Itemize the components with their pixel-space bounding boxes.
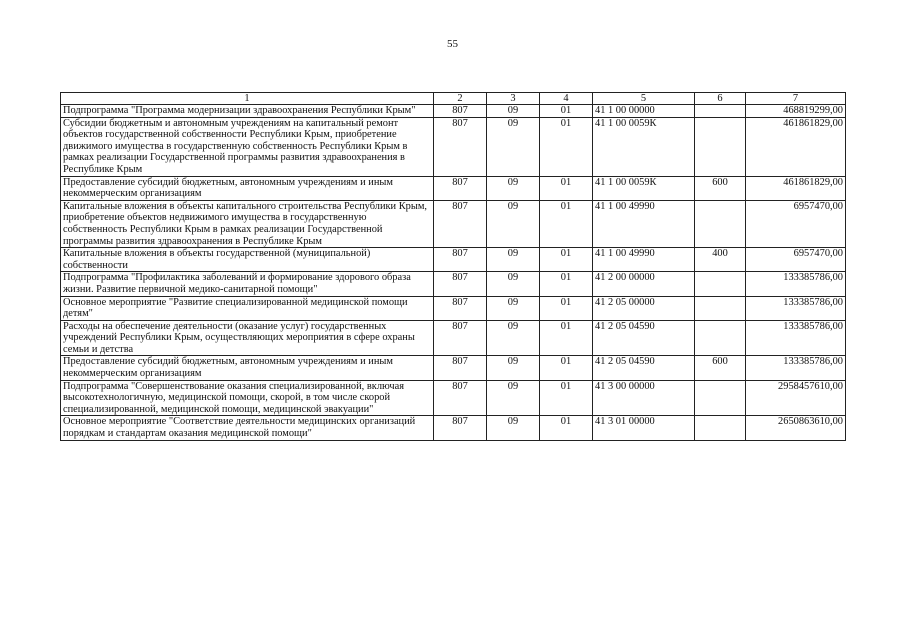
ministry-code: 807	[434, 356, 487, 380]
amount-value: 133385786,00	[746, 320, 846, 356]
amount-value: 468819299,00	[746, 105, 846, 118]
subsection-code: 01	[540, 380, 593, 416]
section-code: 09	[487, 176, 540, 200]
target-article-code: 41 3 01 00000	[593, 416, 695, 440]
section-code: 09	[487, 200, 540, 247]
budget-table	[60, 92, 846, 441]
ministry-code: 807	[434, 320, 487, 356]
section-code: 09	[487, 272, 540, 296]
header-cell-6: 6	[695, 93, 746, 105]
row-name: Капитальные вложения в объекты капитального строительства Республики Крым, приобретение объектов недвижимого имущества в государственную собственность Республики Крым в рамках реализации Государственной программы развития здравоохранения в Республике Крым	[61, 200, 434, 247]
section-code: 09	[487, 117, 540, 176]
header-cell-7: 7	[746, 93, 846, 105]
amount-value: 6957470,00	[746, 200, 846, 247]
expense-type-code	[695, 320, 746, 356]
target-article-code: 41 1 00 49990	[593, 200, 695, 247]
table-row	[61, 200, 846, 247]
subsection-code: 01	[540, 416, 593, 440]
ministry-code: 807	[434, 117, 487, 176]
expense-type-code: 600	[695, 176, 746, 200]
target-article-code: 41 1 00 0059К	[593, 117, 695, 176]
table-row	[61, 296, 846, 320]
target-article-code: 41 1 00 00000	[593, 105, 695, 118]
amount-value: 2650863610,00	[746, 416, 846, 440]
expense-type-code: 600	[695, 356, 746, 380]
row-name: Основное мероприятие "Развитие специализированной медицинской помощи детям"	[61, 296, 434, 320]
amount-value: 6957470,00	[746, 248, 846, 272]
row-name: Расходы на обеспечение деятельности (оказание услуг) государственных учреждений Республики Крым, осуществляющих мероприятия в сфере охраны семьи и детства	[61, 320, 434, 356]
header-row	[61, 93, 846, 105]
table-row	[61, 117, 846, 176]
section-code: 09	[487, 248, 540, 272]
row-name: Капитальные вложения в объекты государственной (муниципальной) собственности	[61, 248, 434, 272]
target-article-code: 41 2 05 04590	[593, 320, 695, 356]
target-article-code: 41 2 05 00000	[593, 296, 695, 320]
expense-type-code	[695, 200, 746, 247]
subsection-code: 01	[540, 272, 593, 296]
amount-value: 133385786,00	[746, 356, 846, 380]
section-code: 09	[487, 356, 540, 380]
table-row	[61, 105, 846, 118]
subsection-code: 01	[540, 200, 593, 247]
expense-type-code: 400	[695, 248, 746, 272]
section-code: 09	[487, 296, 540, 320]
ministry-code: 807	[434, 296, 487, 320]
amount-value: 133385786,00	[746, 272, 846, 296]
section-code: 09	[487, 416, 540, 440]
subsection-code: 01	[540, 248, 593, 272]
ministry-code: 807	[434, 380, 487, 416]
ministry-code: 807	[434, 105, 487, 118]
subsection-code: 01	[540, 296, 593, 320]
subsection-code: 01	[540, 320, 593, 356]
expense-type-code	[695, 296, 746, 320]
expense-type-code	[695, 272, 746, 296]
header-cell-5: 5	[593, 93, 695, 105]
target-article-code: 41 1 00 0059К	[593, 176, 695, 200]
expense-type-code	[695, 416, 746, 440]
target-article-code: 41 3 00 00000	[593, 380, 695, 416]
target-article-code: 41 2 05 04590	[593, 356, 695, 380]
ministry-code: 807	[434, 176, 487, 200]
ministry-code: 807	[434, 272, 487, 296]
subsection-code: 01	[540, 105, 593, 118]
table-row	[61, 272, 846, 296]
amount-value: 461861829,00	[746, 117, 846, 176]
ministry-code: 807	[434, 416, 487, 440]
table-row	[61, 416, 846, 440]
row-name: Субсидии бюджетным и автономным учреждениям на капитальный ремонт объектов государственной собственности Республики Крым, приобретение движимого имущества в государственную собственность Республики Крым в рамках реализации Государственной программы развития здравоохранения в Республике Крым	[61, 117, 434, 176]
table-row	[61, 356, 846, 380]
ministry-code: 807	[434, 200, 487, 247]
amount-value: 461861829,00	[746, 176, 846, 200]
target-article-code: 41 2 00 00000	[593, 272, 695, 296]
section-code: 09	[487, 105, 540, 118]
table-row	[61, 248, 846, 272]
table-row	[61, 176, 846, 200]
row-name: Подпрограмма "Совершенствование оказания специализированной, включая высокотехнологичную, медицинской помощи, скорой, в том числе скорой специализированной, медицинской помощи, медицинской эвакуации"	[61, 380, 434, 416]
page-number: 55	[447, 38, 458, 50]
header-cell-3: 3	[487, 93, 540, 105]
expense-type-code	[695, 117, 746, 176]
amount-value: 133385786,00	[746, 296, 846, 320]
amount-value: 2958457610,00	[746, 380, 846, 416]
row-name: Подпрограмма "Программа модернизации здравоохранения Республики Крым"	[61, 105, 434, 118]
row-name: Предоставление субсидий бюджетным, автономным учреждениям и иным некоммерческим организациям	[61, 356, 434, 380]
header-cell-1: 1	[61, 93, 434, 105]
ministry-code: 807	[434, 248, 487, 272]
header-cell-4: 4	[540, 93, 593, 105]
row-name: Подпрограмма "Профилактика заболеваний и формирование здорового образа жизни. Развитие первичной медико-санитарной помощи"	[61, 272, 434, 296]
row-name: Предоставление субсидий бюджетным, автономным учреждениям и иным некоммерческим организациям	[61, 176, 434, 200]
expense-type-code	[695, 380, 746, 416]
header-cell-2: 2	[434, 93, 487, 105]
expense-type-code	[695, 105, 746, 118]
subsection-code: 01	[540, 117, 593, 176]
table-row	[61, 320, 846, 356]
section-code: 09	[487, 320, 540, 356]
subsection-code: 01	[540, 356, 593, 380]
target-article-code: 41 1 00 49990	[593, 248, 695, 272]
subsection-code: 01	[540, 176, 593, 200]
row-name: Основное мероприятие "Соответствие деятельности медицинских организаций порядкам и стандартам оказания медицинской помощи"	[61, 416, 434, 440]
table-row	[61, 380, 846, 416]
section-code: 09	[487, 380, 540, 416]
